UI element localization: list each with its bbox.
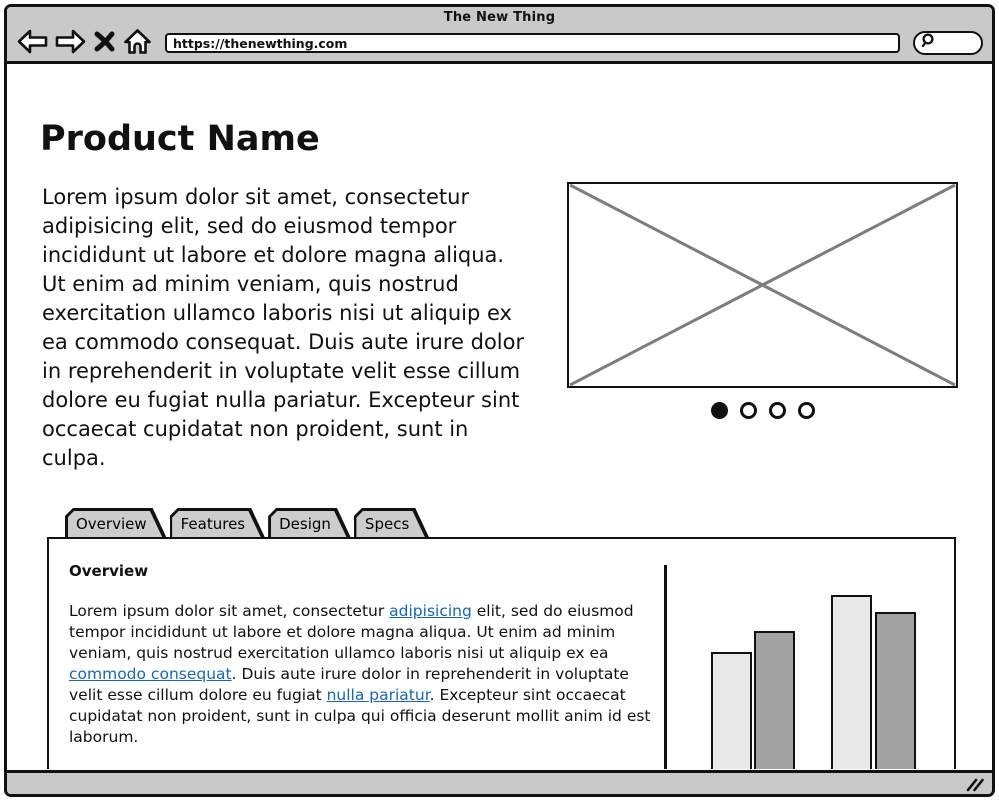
tab-label: Specs xyxy=(364,514,410,533)
carousel-dot-2[interactable] xyxy=(740,402,757,419)
resize-grip-icon xyxy=(965,778,985,792)
search-magnifier-icon xyxy=(920,32,937,54)
image-placeholder xyxy=(567,182,958,388)
chart-bar-3 xyxy=(831,595,872,769)
stop-button[interactable] xyxy=(93,29,116,57)
text-segment: . Duis aute irure dolor in reprehenderit in voluptate velit esse cillum dolore eu fugiat xyxy=(69,665,629,704)
text-segment: Lorem ipsum dolor sit amet, consectetur xyxy=(69,602,390,620)
tab-overview[interactable] xyxy=(65,508,168,540)
intro-paragraph: Lorem ipsum dolor sit amet, consectetur adipisicing elit, sed do eiusmod tempor incididunt ut labore et dolore magna aliqua. Ut enim ad minim veniam, quis nostrud exercitation ullamco laboris nisi ut aliquip ex ea commodo consequat. Duis aute irure dolor in reprehenderit in voluptate velit esse cillum dolore eu fugiat nulla pariatur. Excepteur sint occaecat cupidatat non proident, sunt in culpa. xyxy=(42,185,525,470)
tab-strip xyxy=(65,508,432,540)
resize-handle[interactable] xyxy=(965,777,985,796)
inline-link[interactable]: adipisicing xyxy=(389,602,472,620)
back-button[interactable] xyxy=(17,28,48,58)
carousel-dot-3[interactable] xyxy=(769,402,786,419)
window-title: The New Thing xyxy=(443,10,556,25)
panel-paragraph xyxy=(69,601,663,748)
navigation-bar xyxy=(17,28,983,58)
carousel-dot-1[interactable] xyxy=(711,402,728,419)
text-segment: . Excepteur sint occaecat cupidatat non proident, sunt in culpa qui officia deserunt mollit anim id est laborum. xyxy=(69,686,651,746)
tab-label: Design xyxy=(279,514,331,533)
search-box[interactable] xyxy=(913,31,983,55)
chart-bar-1 xyxy=(711,652,752,769)
browser-chrome xyxy=(7,7,992,64)
stop-x-icon xyxy=(93,29,116,57)
placeholder-x-icon xyxy=(569,184,956,386)
status-bar xyxy=(7,770,992,794)
browser-window xyxy=(4,4,995,797)
tab-label: Features xyxy=(180,514,246,533)
home-icon xyxy=(123,28,152,58)
bar-chart xyxy=(664,565,954,769)
tab-specs[interactable] xyxy=(354,508,430,540)
forward-button[interactable] xyxy=(55,28,86,58)
carousel-dot-4[interactable] xyxy=(798,402,815,419)
panel-heading: Overview xyxy=(69,562,149,580)
carousel-dots xyxy=(567,402,958,419)
inline-link[interactable]: nulla pariatur xyxy=(326,686,430,704)
back-arrow-icon xyxy=(17,28,48,58)
tab-panel xyxy=(47,537,956,769)
page-title: Product Name xyxy=(40,119,320,159)
inline-link[interactable]: commodo consequat xyxy=(69,665,232,683)
home-button[interactable] xyxy=(123,28,152,58)
forward-arrow-icon xyxy=(55,28,86,58)
chart-bar-2 xyxy=(754,631,795,769)
text-segment: elit, sed do eiusmod tempor incididunt ut labore et dolore magna aliqua. Ut enim ad minim veniam, quis nostrud exercitation ullamco laboris nisi ut aliquip ex ea xyxy=(69,602,634,662)
tab-design[interactable] xyxy=(268,508,352,540)
url-input[interactable] xyxy=(165,33,900,53)
chart-bar-4 xyxy=(875,612,916,769)
chart-y-axis xyxy=(664,565,667,769)
tab-label: Overview xyxy=(76,514,147,533)
tab-features[interactable] xyxy=(170,508,267,540)
